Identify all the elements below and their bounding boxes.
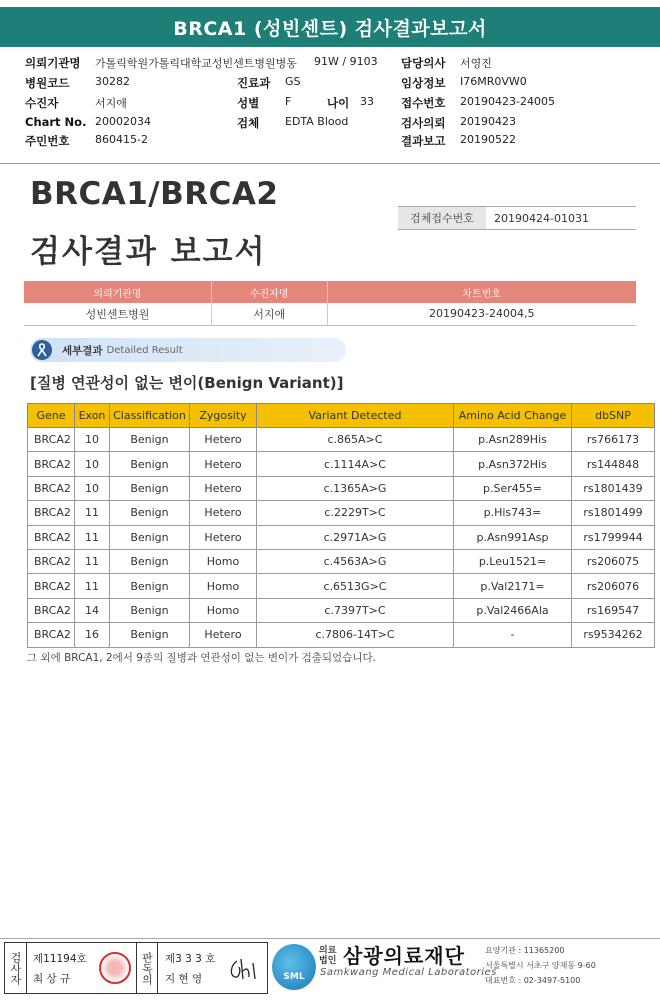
footnote: 그 외에 BRCA1, 2에서 9종의 질병과 연관성이 없는 변이가 검출되었습니다. bbox=[27, 652, 376, 664]
table-cell: c.865A>C bbox=[257, 428, 454, 452]
table-cell: 11 bbox=[75, 574, 110, 598]
benign-variant-heading: [질병 연관성이 없는 변이(Benign Variant)] bbox=[30, 374, 344, 392]
info-row bbox=[0, 115, 660, 132]
reporter-signature bbox=[227, 953, 261, 983]
info-value: 가톨릭학원가톨릭대학교성빈센트병원병동 bbox=[95, 57, 297, 70]
table-cell: 20190423-24004,5 bbox=[327, 303, 636, 325]
info-label: 담당의사 bbox=[401, 56, 446, 70]
table-row bbox=[28, 476, 655, 500]
header-divider bbox=[0, 163, 660, 164]
table-cell: BRCA2 bbox=[28, 623, 75, 647]
table-cell: rs169547 bbox=[572, 598, 655, 622]
variant-column-header: Gene bbox=[28, 404, 75, 428]
info-value: F bbox=[285, 95, 292, 108]
info-value: EDTA Blood bbox=[285, 115, 349, 128]
org-address: 서울특별시 서초구 양재동 9-60 bbox=[485, 961, 596, 970]
ribbon-icon bbox=[32, 340, 52, 360]
table-cell: p.Val2171= bbox=[454, 574, 572, 598]
info-label: 결과보고 bbox=[401, 134, 446, 148]
patient-info-block bbox=[0, 55, 660, 155]
table-cell: Benign bbox=[110, 525, 190, 549]
table-row bbox=[28, 574, 655, 598]
variant-column-header: dbSNP bbox=[572, 404, 655, 428]
info-label: 접수번호 bbox=[401, 96, 446, 110]
org-name-en: Samkwang Medical Laboratories bbox=[320, 967, 497, 978]
table-cell: rs766173 bbox=[572, 428, 655, 452]
table-cell: rs144848 bbox=[572, 452, 655, 476]
table-header: 수진자명 bbox=[211, 281, 327, 303]
table-cell: rs1801439 bbox=[572, 476, 655, 500]
table-cell: c.2229T>C bbox=[257, 501, 454, 525]
variant-column-header: Exon bbox=[75, 404, 110, 428]
variant-table-body bbox=[28, 428, 655, 648]
info-label: 임상정보 bbox=[401, 76, 446, 90]
info-value: 860415-2 bbox=[95, 133, 148, 146]
footer-divider bbox=[0, 938, 660, 939]
table-cell: p.His743= bbox=[454, 501, 572, 525]
table-cell: Benign bbox=[110, 452, 190, 476]
variant-table-header-row bbox=[28, 404, 655, 428]
table-cell: BRCA2 bbox=[28, 476, 75, 500]
table-cell: Benign bbox=[110, 574, 190, 598]
receipt-label: 검체접수번호 bbox=[398, 207, 486, 229]
inspector-label bbox=[5, 943, 27, 993]
table-cell: Hetero bbox=[190, 623, 257, 647]
inspector-name: 최 상 규 bbox=[33, 973, 71, 985]
table-row bbox=[28, 549, 655, 573]
table-cell: 16 bbox=[75, 623, 110, 647]
reporter-label-text: 판독의 bbox=[140, 951, 154, 985]
table-cell: Hetero bbox=[190, 476, 257, 500]
org-name: 삼광의료재단 bbox=[343, 944, 465, 968]
table-cell: p.Asn991Asp bbox=[454, 525, 572, 549]
inspector-seal bbox=[99, 952, 131, 984]
table-row bbox=[28, 501, 655, 525]
info-row bbox=[0, 133, 660, 150]
table-cell: BRCA2 bbox=[28, 598, 75, 622]
info-label: 병원코드 bbox=[25, 76, 70, 90]
table-cell: rs9534262 bbox=[572, 623, 655, 647]
table-cell: p.Val2466Ala bbox=[454, 598, 572, 622]
inspector-license: 제11194호 bbox=[33, 953, 87, 965]
info-label: 의뢰기관명 bbox=[25, 56, 81, 70]
info-label: 나이 bbox=[327, 96, 350, 110]
table-cell: Benign bbox=[110, 501, 190, 525]
table-cell: 10 bbox=[75, 428, 110, 452]
info-label: 진료과 bbox=[237, 76, 271, 90]
info-value: 20190423 bbox=[460, 115, 516, 128]
info-value: 30282 bbox=[95, 75, 130, 88]
variant-table bbox=[27, 403, 655, 648]
table-cell: p.Ser455= bbox=[454, 476, 572, 500]
variant-column-header: Zygosity bbox=[190, 404, 257, 428]
table-cell: c.1365A>G bbox=[257, 476, 454, 500]
inspector-label-text: 검사자 bbox=[9, 951, 22, 985]
table-cell: Homo bbox=[190, 598, 257, 622]
table-cell: 10 bbox=[75, 476, 110, 500]
table-cell: c.2971A>G bbox=[257, 525, 454, 549]
table-cell: Homo bbox=[190, 549, 257, 573]
table-cell: p.Asn289His bbox=[454, 428, 572, 452]
table-cell: c.7397T>C bbox=[257, 598, 454, 622]
info-value: 20190522 bbox=[460, 133, 516, 146]
table-cell: Hetero bbox=[190, 501, 257, 525]
info-label: 검체 bbox=[237, 116, 260, 130]
table-cell: Benign bbox=[110, 598, 190, 622]
receipt-value: 20190424-01031 bbox=[494, 211, 589, 225]
table-cell: rs206075 bbox=[572, 549, 655, 573]
report-title-line1: BRCA1/BRCA2 bbox=[30, 176, 279, 212]
table-cell: Benign bbox=[110, 623, 190, 647]
table-cell: BRCA2 bbox=[28, 574, 75, 598]
variant-column-header: Variant Detected bbox=[257, 404, 454, 428]
info-value: 서영진 bbox=[460, 57, 492, 70]
org-code: 요양기관 : 11365200 bbox=[485, 946, 565, 955]
info-value: 20190423-24005 bbox=[460, 95, 555, 108]
table-cell: Benign bbox=[110, 476, 190, 500]
table-cell: c.6513G>C bbox=[257, 574, 454, 598]
table-cell: rs206076 bbox=[572, 574, 655, 598]
table-cell: - bbox=[454, 623, 572, 647]
reporter-name: 지 현 영 bbox=[165, 973, 203, 985]
table-row bbox=[28, 598, 655, 622]
info-label: Chart No. bbox=[25, 115, 87, 129]
info-row bbox=[0, 75, 660, 92]
table-cell: 11 bbox=[75, 549, 110, 573]
info-row bbox=[0, 55, 660, 72]
table-cell: Hetero bbox=[190, 525, 257, 549]
table-cell: Hetero bbox=[190, 428, 257, 452]
variant-column-header: Amino Acid Change bbox=[454, 404, 572, 428]
table-cell: c.7806-14T>C bbox=[257, 623, 454, 647]
reporter-label bbox=[136, 943, 158, 993]
info-row bbox=[0, 95, 660, 112]
patient-summary-table bbox=[24, 281, 636, 326]
table-row bbox=[28, 452, 655, 476]
table-cell: rs1799944 bbox=[572, 525, 655, 549]
table-row bbox=[28, 623, 655, 647]
table-cell: rs1801499 bbox=[572, 501, 655, 525]
table-cell: c.1114A>C bbox=[257, 452, 454, 476]
table-cell: Benign bbox=[110, 428, 190, 452]
table-cell: p.Leu1521= bbox=[454, 549, 572, 573]
info-label: 수진자 bbox=[25, 96, 59, 110]
table-row bbox=[28, 428, 655, 452]
table-header: 차트번호 bbox=[327, 281, 636, 303]
reporter-license: 제3 3 3 호 bbox=[165, 953, 216, 965]
report-header-title: BRCA1 (성빈센트) 검사결과보고서 bbox=[0, 7, 660, 47]
org-legal-label: 의료법인 bbox=[319, 946, 337, 966]
table-cell: 10 bbox=[75, 452, 110, 476]
table-cell: BRCA2 bbox=[28, 428, 75, 452]
info-value: GS bbox=[285, 75, 301, 88]
signature-box bbox=[4, 942, 268, 994]
org-phone: 대표번호 : 02-3497-5100 bbox=[485, 976, 581, 985]
info-value: 33 bbox=[360, 95, 374, 108]
info-label: 성별 bbox=[237, 96, 260, 110]
info-label: 검사의뢰 bbox=[401, 116, 446, 130]
table-cell: Hetero bbox=[190, 452, 257, 476]
variant-column-header: Classification bbox=[110, 404, 190, 428]
table-cell: BRCA2 bbox=[28, 501, 75, 525]
detail-label-ko: 세부결과 bbox=[62, 344, 103, 357]
table-cell: c.4563A>G bbox=[257, 549, 454, 573]
table-row bbox=[28, 525, 655, 549]
table-cell: BRCA2 bbox=[28, 549, 75, 573]
table-cell: Homo bbox=[190, 574, 257, 598]
info-value: 20002034 bbox=[95, 115, 151, 128]
info-value: I76MR0VW0 bbox=[460, 75, 527, 88]
ribbon-icon-svg bbox=[36, 343, 48, 357]
table-cell: 14 bbox=[75, 598, 110, 622]
table-header: 의뢰기관명 bbox=[24, 281, 211, 303]
table-cell: 11 bbox=[75, 501, 110, 525]
table-cell: 서지애 bbox=[211, 303, 327, 325]
info-value: 91W / 9103 bbox=[314, 55, 378, 68]
info-value: 서지애 bbox=[95, 97, 127, 110]
table-cell: BRCA2 bbox=[28, 452, 75, 476]
table-cell: p.Asn372His bbox=[454, 452, 572, 476]
info-label: 주민번호 bbox=[25, 134, 70, 148]
table-cell: BRCA2 bbox=[28, 525, 75, 549]
table-cell: 성빈센트병원 bbox=[24, 303, 211, 325]
report-title-line2: 검사결과 보고서 bbox=[30, 234, 267, 270]
table-cell: Benign bbox=[110, 549, 190, 573]
receipt-number-box bbox=[398, 206, 636, 230]
detail-label-en: Detailed Result bbox=[106, 344, 183, 356]
sml-logo: SML bbox=[272, 944, 316, 990]
detailed-result-banner bbox=[30, 338, 346, 362]
table-cell: 11 bbox=[75, 525, 110, 549]
